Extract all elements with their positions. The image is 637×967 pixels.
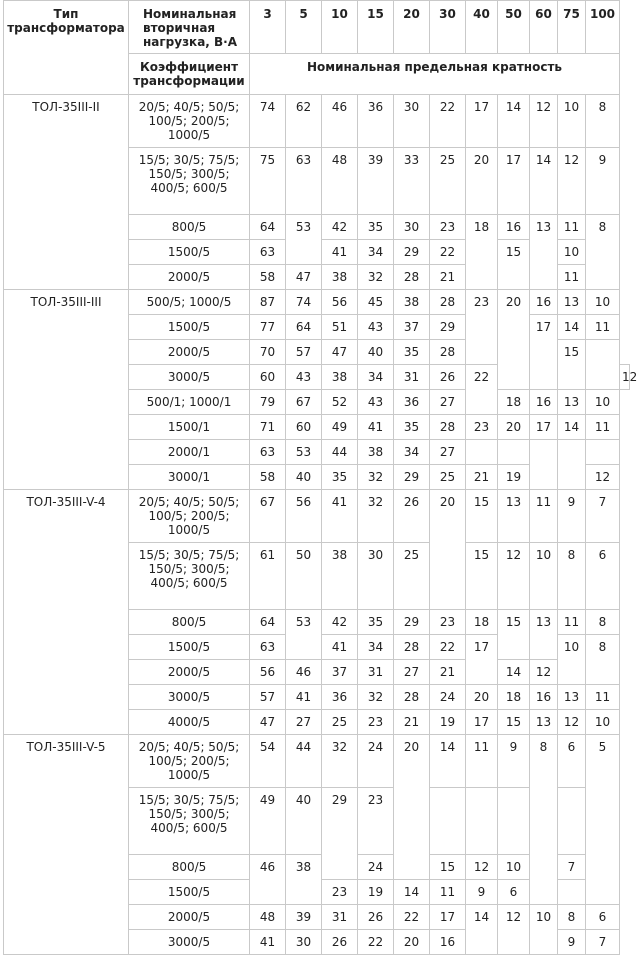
multiplicity-cell: 35 (358, 610, 394, 635)
multiplicity-cell: 11 (586, 415, 620, 440)
multiplicity-cell: 12 (498, 543, 530, 610)
multiplicity-cell: 32 (322, 735, 358, 788)
ratio-header: Коэффициент трансформации (129, 54, 250, 95)
multiplicity-cell: 58 (250, 265, 286, 290)
multiplicity-cell: 11 (586, 685, 620, 710)
multiplicity-cell: 53 (286, 610, 322, 660)
multiplicity-cell: 22 (358, 930, 394, 955)
multiplicity-cell: 11 (586, 315, 620, 340)
multiplicity-cell: 17 (466, 635, 498, 685)
multiplicity-cell: 79 (250, 390, 286, 415)
load-header-cell: 20 (394, 1, 430, 54)
multiplicity-cell: 8 (586, 635, 620, 685)
multiplicity-cell: 15 (466, 543, 498, 610)
multiplicity-cell: 8 (586, 215, 620, 290)
multiplicity-cell: 18 (466, 215, 498, 290)
multiplicity-cell: 9 (586, 148, 620, 215)
multiplicity-cell: 14 (394, 880, 430, 905)
multiplicity-cell: 21 (430, 660, 466, 685)
multiplicity-cell: 16 (530, 290, 558, 315)
multiplicity-cell: 11 (558, 265, 586, 290)
table-row (4, 95, 630, 148)
multiplicity-cell: 19 (430, 710, 466, 735)
multiplicity-cell: 23 (430, 610, 466, 635)
multiplicity-cell: 74 (286, 290, 322, 315)
multiplicity-cell: 11 (466, 735, 498, 788)
multiplicity-cell: 11 (558, 610, 586, 635)
multiplicity-cell: 30 (394, 215, 430, 240)
multiplicity-cell: 12 (586, 465, 620, 490)
multiplicity-cell: 9 (498, 735, 530, 788)
multiplicity-cell: 67 (250, 490, 286, 543)
multiplicity-cell: 10 (586, 290, 620, 315)
multiplicity-cell: 43 (286, 365, 322, 390)
multiplicity-cell (586, 440, 620, 465)
multiplicity-cell: 10 (586, 390, 620, 415)
multiplicity-cell (430, 788, 466, 855)
multiplicity-cell: 14 (466, 905, 498, 955)
ratio-cell: 800/5 (129, 610, 250, 635)
multiplicity-cell: 6 (586, 543, 620, 610)
load-header-cell: 15 (358, 1, 394, 54)
multiplicity-cell: 28 (394, 265, 430, 290)
ratio-cell: 3000/5 (129, 930, 250, 955)
multiplicity-cell: 12 (530, 660, 558, 685)
multiplicity-cell: 9 (558, 930, 586, 955)
multiplicity-cell: 64 (286, 315, 322, 340)
multiplicity-cell: 22 (466, 365, 498, 415)
ratio-cell: 1500/1 (129, 415, 250, 440)
multiplicity-cell: 37 (322, 660, 358, 685)
multiplicity-cell: 6 (586, 905, 620, 930)
multiplicity-cell: 63 (250, 240, 286, 265)
ratio-cell: 800/5 (129, 855, 250, 880)
transformer-type: ТОЛ-35III-V-5 (4, 735, 129, 955)
multiplicity-cell: 35 (322, 465, 358, 490)
multiplicity-cell: 30 (358, 543, 394, 610)
multiplicity-cell: 12 (466, 855, 498, 880)
multiplicity-cell: 20 (394, 735, 430, 880)
load-header-cell: 3 (250, 1, 286, 54)
multiplicity-cell (586, 340, 620, 390)
multiplicity-cell: 11 (530, 490, 558, 543)
multiplicity-cell: 10 (530, 905, 558, 955)
multiplicity-cell: 15 (466, 490, 498, 543)
multiplicity-cell: 10 (498, 855, 530, 880)
multiplicity-cell: 21 (394, 710, 430, 735)
multiplicity-cell: 40 (286, 788, 322, 855)
ratio-cell: 2000/5 (129, 660, 250, 685)
load-header-cell: 60 (530, 1, 558, 54)
multiplicity-cell: 32 (358, 265, 394, 290)
multiplicity-cell: 7 (586, 490, 620, 543)
multiplicity-cell: 7 (586, 930, 620, 955)
multiplicity-cell: 51 (322, 315, 358, 340)
multiplicity-cell: 13 (498, 490, 530, 543)
multiplicity-cell: 44 (322, 440, 358, 465)
multiplicity-cell: 29 (430, 315, 466, 340)
multiplicity-cell: 54 (250, 735, 286, 788)
multiplicity-cell (466, 440, 498, 465)
transformer-type: ТОЛ-35III-V-4 (4, 490, 129, 735)
ratio-cell: 3000/5 (129, 685, 250, 710)
multiplicity-cell: 27 (286, 710, 322, 735)
multiplicity-cell: 49 (322, 415, 358, 440)
multiplicity-cell: 23 (358, 710, 394, 735)
multiplicity-cell: 28 (394, 685, 430, 710)
multiplicity-cell: 52 (322, 390, 358, 415)
multiplicity-cell: 24 (358, 855, 394, 880)
ratio-cell: 1500/5 (129, 635, 250, 660)
multiplicity-cell: 70 (250, 340, 286, 365)
multiplicity-cell: 20 (394, 930, 430, 955)
load-header-cell: 30 (430, 1, 466, 54)
multiplicity-cell: 17 (530, 415, 558, 440)
multiplicity-cell: 22 (430, 240, 466, 265)
multiplicity-cell: 8 (586, 610, 620, 635)
multiplicity-cell: 19 (358, 880, 394, 905)
ratio-cell: 15/5; 30/5; 75/5; 150/5; 300/5; 400/5; 600/5 (129, 148, 250, 215)
transformer-type: ТОЛ-35III-II (4, 95, 129, 290)
multiplicity-cell: 56 (250, 660, 286, 685)
multiplicity-cell: 8 (558, 905, 586, 930)
multiplicity-cell: 25 (430, 148, 466, 215)
multiplicity-cell: 17 (430, 905, 466, 930)
multiplicity-cell: 31 (322, 905, 358, 930)
ratio-cell: 2000/5 (129, 265, 250, 290)
multiplicity-cell: 19 (498, 465, 530, 490)
ratio-cell: 20/5; 40/5; 50/5; 100/5; 200/5; 1000/5 (129, 490, 250, 543)
multiplicity-cell: 63 (286, 148, 322, 215)
multiplicity-cell: 13 (558, 290, 586, 315)
multiplicity-cell: 14 (558, 415, 586, 440)
multiplicity-cell: 75 (250, 148, 286, 215)
ratio-cell: 1500/5 (129, 240, 250, 265)
ratio-cell: 500/1; 1000/1 (129, 390, 250, 415)
table-row (4, 735, 630, 788)
multiplicity-cell: 41 (322, 490, 358, 543)
multiplicity-cell: 27 (394, 660, 430, 685)
multiplicity-cell: 23 (466, 290, 498, 365)
load-header-cell: 100 (586, 1, 620, 54)
multiplicity-cell: 17 (530, 315, 558, 390)
multiplicity-cell: 13 (530, 610, 558, 660)
multiplicity-cell: 21 (466, 465, 498, 490)
multiplicity-cell: 67 (286, 390, 322, 415)
multiplicity-cell: 41 (322, 240, 358, 265)
multiplicity-cell: 14 (558, 315, 586, 340)
multiplicity-cell: 6 (498, 880, 530, 905)
multiplicity-cell: 12 (558, 148, 586, 215)
multiplicity-cell: 46 (286, 660, 322, 685)
ratio-cell: 500/5; 1000/5 (129, 290, 250, 315)
multiplicity-cell: 14 (498, 95, 530, 148)
multiplicity-cell: 63 (250, 440, 286, 465)
multiplicity-cell: 37 (394, 315, 430, 340)
multiplicity-cell: 20 (498, 415, 530, 440)
multiplicity-cell: 12 (558, 710, 586, 735)
multiplicity-cell: 46 (322, 95, 358, 148)
multiplicity-cell: 38 (322, 265, 358, 290)
multiplicity-cell: 32 (358, 685, 394, 710)
multiplicity-cell: 14 (498, 660, 530, 685)
multiplicity-cell: 33 (394, 148, 430, 215)
multiplicity-cell: 22 (430, 95, 466, 148)
multiplicity-cell: 23 (358, 788, 394, 855)
multiplicity-cell: 25 (430, 465, 466, 490)
load-header-cell: 75 (558, 1, 586, 54)
ratio-cell: 2000/1 (129, 440, 250, 465)
multiplicity-cell: 9 (466, 880, 498, 905)
transformer-table (3, 0, 637, 955)
multiplicity-cell: 13 (558, 390, 586, 415)
ratio-cell: 2000/5 (129, 340, 250, 365)
multiplicity-cell: 38 (394, 290, 430, 315)
multiplicity-cell: 45 (358, 290, 394, 315)
ratio-cell: 800/5 (129, 215, 250, 240)
multiplicity-cell: 41 (322, 635, 358, 660)
multiplicity-cell: 32 (358, 465, 394, 490)
multiplicity-cell: 15 (498, 710, 530, 735)
multiplicity-cell: 5 (586, 735, 620, 905)
multiplicity-cell: 20 (498, 290, 530, 390)
header-row (4, 1, 630, 54)
multiplicity-cell: 18 (498, 390, 530, 415)
multiplicity-cell: 27 (430, 390, 466, 415)
multiplicity-cell: 34 (358, 240, 394, 265)
multiplicity-cell: 56 (322, 290, 358, 315)
multiplicity-cell: 63 (250, 635, 286, 660)
multiplicity-cell: 24 (430, 685, 466, 710)
table-row (4, 290, 630, 315)
multiplicity-cell: 40 (286, 465, 322, 490)
multiplicity-cell: 41 (358, 415, 394, 440)
multiplicity-cell: 22 (430, 635, 466, 660)
ratio-cell: 4000/5 (129, 710, 250, 735)
multiplicity-cell: 41 (250, 930, 286, 955)
multiplicity-cell: 41 (286, 685, 322, 710)
multiplicity-cell: 12 (620, 365, 630, 390)
multiplicity-cell: 13 (530, 215, 558, 290)
multiplicity-cell: 46 (250, 855, 286, 905)
multiplicity-cell: 22 (394, 905, 430, 930)
multiplicity-cell: 20 (466, 148, 498, 215)
multiplicity-cell: 34 (358, 635, 394, 660)
multiplicity-cell: 28 (430, 290, 466, 315)
multiplicity-cell: 16 (530, 390, 558, 415)
multiplicity-cell: 53 (286, 440, 322, 465)
multiplicity-cell: 15 (498, 610, 530, 660)
multiplicity-cell: 13 (530, 710, 558, 735)
multiplicity-cell: 48 (322, 148, 358, 215)
multiplicity-cell: 48 (250, 905, 286, 930)
multiplicity-cell: 28 (394, 635, 430, 660)
load-header-cell: 10 (322, 1, 358, 54)
multiplicity-cell: 57 (286, 340, 322, 365)
multiplicity-cell (498, 788, 530, 855)
multiplicity-cell: 38 (322, 365, 358, 390)
multiplicity-cell: 25 (322, 710, 358, 735)
multiplicity-cell (558, 440, 586, 490)
multiplicity-cell: 43 (358, 390, 394, 415)
multiplicity-cell: 57 (250, 685, 286, 710)
multiplicity-cell: 8 (530, 735, 558, 905)
multiplicity-cell: 28 (430, 415, 466, 440)
multiplicity-cell: 35 (394, 340, 430, 365)
multiplicity-cell: 26 (322, 930, 358, 955)
multiplicity-cell: 21 (430, 265, 466, 290)
multiplicity-cell: 11 (430, 880, 466, 905)
multiplicity-cell: 14 (430, 735, 466, 788)
multiplicity-cell: 87 (250, 290, 286, 315)
multiplicity-cell: 56 (286, 490, 322, 543)
multiplicity-cell: 34 (358, 365, 394, 390)
multiplicity-cell: 14 (530, 148, 558, 215)
multiplicity-cell: 30 (286, 930, 322, 955)
multiplicity-cell: 29 (394, 610, 430, 635)
multiplicity-cell: 16 (430, 930, 466, 955)
multiplicity-cell: 36 (322, 685, 358, 710)
multiplicity-cell: 38 (286, 855, 322, 905)
multiplicity-cell: 26 (430, 365, 466, 390)
multiplicity-cell: 6 (558, 735, 586, 788)
type-header: Тип трансформатора (4, 1, 129, 95)
multiplicity-cell: 10 (558, 240, 586, 265)
multiplicity-cell: 62 (286, 95, 322, 148)
multiplicity-cell: 23 (466, 415, 498, 440)
multiplicity-cell: 17 (466, 710, 498, 735)
multiplicity-cell: 16 (530, 685, 558, 710)
multiplicity-cell: 16 (498, 215, 530, 240)
load-header-cell: 50 (498, 1, 530, 54)
ratio-cell: 2000/5 (129, 905, 250, 930)
multiplicity-cell: 10 (558, 635, 586, 685)
multiplicity-cell: 10 (530, 543, 558, 610)
load-header-cell: 40 (466, 1, 498, 54)
multiplicity-cell: 31 (358, 660, 394, 685)
multiplicity-cell: 60 (250, 365, 286, 390)
ratio-cell: 1500/5 (129, 880, 250, 905)
ratio-cell: 15/5; 30/5; 75/5; 150/5; 300/5; 400/5; 600/5 (129, 543, 250, 610)
multiplicity-cell: 25 (394, 543, 430, 610)
multiplicity-cell: 8 (586, 95, 620, 148)
multiplicity-cell: 28 (430, 340, 466, 365)
multiplicity-cell: 23 (430, 215, 466, 240)
multiplicity-cell: 12 (498, 905, 530, 955)
multiplicity-cell: 8 (558, 543, 586, 610)
multiplicity-cell: 20 (430, 490, 466, 610)
multiplicity-cell: 11 (558, 215, 586, 240)
multiplicity-cell: 26 (358, 905, 394, 930)
multiplicity-cell: 13 (558, 685, 586, 710)
transformer-type: ТОЛ-35III-III (4, 290, 129, 490)
multiplicity-cell: 49 (250, 788, 286, 855)
multiplicity-cell (530, 440, 558, 490)
multiplicity-cell: 40 (358, 340, 394, 365)
load-header-cell: 5 (286, 1, 322, 54)
multiplicity-cell: 42 (322, 610, 358, 635)
ratio-cell: 1500/5 (129, 315, 250, 340)
multiplicity-cell: 39 (358, 148, 394, 215)
multiplicity-cell: 26 (394, 490, 430, 543)
multiplicity-cell: 35 (358, 215, 394, 240)
multiplicity-cell: 47 (250, 710, 286, 735)
multiplicity-cell: 38 (322, 543, 358, 610)
multiplicity-cell: 15 (558, 340, 586, 390)
multiplicity-cell: 18 (498, 685, 530, 710)
ratio-cell: 15/5; 30/5; 75/5; 150/5; 300/5; 400/5; 600/5 (129, 788, 250, 855)
multiplicity-cell: 53 (286, 215, 322, 265)
multiplicity-cell: 10 (586, 710, 620, 735)
multiplicity-cell: 74 (250, 95, 286, 148)
multiplicity-cell: 38 (358, 440, 394, 465)
multiplicity-cell: 29 (394, 240, 430, 265)
multiplicity-cell (558, 788, 586, 855)
multiplicity-cell (498, 440, 530, 465)
ratio-cell: 3000/1 (129, 465, 250, 490)
ratio-cell: 20/5; 40/5; 50/5; 100/5; 200/5; 1000/5 (129, 95, 250, 148)
multiplicity-cell: 29 (322, 788, 358, 880)
multiplicity-cell: 47 (322, 340, 358, 365)
multiplicity-cell: 58 (250, 465, 286, 490)
multiplicity-cell: 15 (430, 855, 466, 880)
multiplicity-cell: 42 (322, 215, 358, 240)
multiplicity-cell: 17 (498, 148, 530, 215)
multiplicity-cell: 64 (250, 215, 286, 240)
multiplicity-cell: 39 (286, 905, 322, 930)
multiplicity-cell: 77 (250, 315, 286, 340)
multiplicity-cell: 35 (394, 415, 430, 440)
multiplicity-cell: 27 (430, 440, 466, 465)
multiplicity-cell: 44 (286, 735, 322, 788)
ratio-cell: 3000/5 (129, 365, 250, 390)
multiplicity-cell: 23 (322, 880, 358, 905)
load-header: Номинальная вторичная нагрузка, В·А (129, 1, 250, 54)
table-row (4, 490, 630, 543)
multiplicity-cell: 47 (286, 265, 322, 290)
ratio-cell: 20/5; 40/5; 50/5; 100/5; 200/5; 1000/5 (129, 735, 250, 788)
multiplicity-cell: 12 (530, 95, 558, 148)
multiplicity-cell: 71 (250, 415, 286, 440)
multiplicity-cell: 36 (394, 390, 430, 415)
multiplicity-cell: 15 (498, 240, 530, 290)
multiplicity-cell: 50 (286, 543, 322, 610)
multiplicity-cell: 60 (286, 415, 322, 440)
multiplicity-cell (466, 788, 498, 855)
multiplicity-cell: 7 (558, 855, 586, 880)
multiplicity-cell: 61 (250, 543, 286, 610)
multiplicity-cell: 34 (394, 440, 430, 465)
multiplicity-cell: 9 (558, 490, 586, 543)
multiplicity-cell: 24 (358, 735, 394, 788)
multiplicity-cell: 32 (358, 490, 394, 543)
multiplicity-cell: 29 (394, 465, 430, 490)
multiplicity-cell: 20 (466, 685, 498, 710)
multiplicity-cell: 18 (466, 610, 498, 635)
multiplicity-cell: 10 (558, 95, 586, 148)
multiplicity-cell: 43 (358, 315, 394, 340)
multiplicity-cell: 64 (250, 610, 286, 635)
multiplicity-cell: 30 (394, 95, 430, 148)
multiplicity-cell: 17 (466, 95, 498, 148)
multiplicity-cell: 36 (358, 95, 394, 148)
multiplicity-header: Номинальная предельная кратность (250, 54, 620, 95)
multiplicity-cell: 31 (394, 365, 430, 390)
